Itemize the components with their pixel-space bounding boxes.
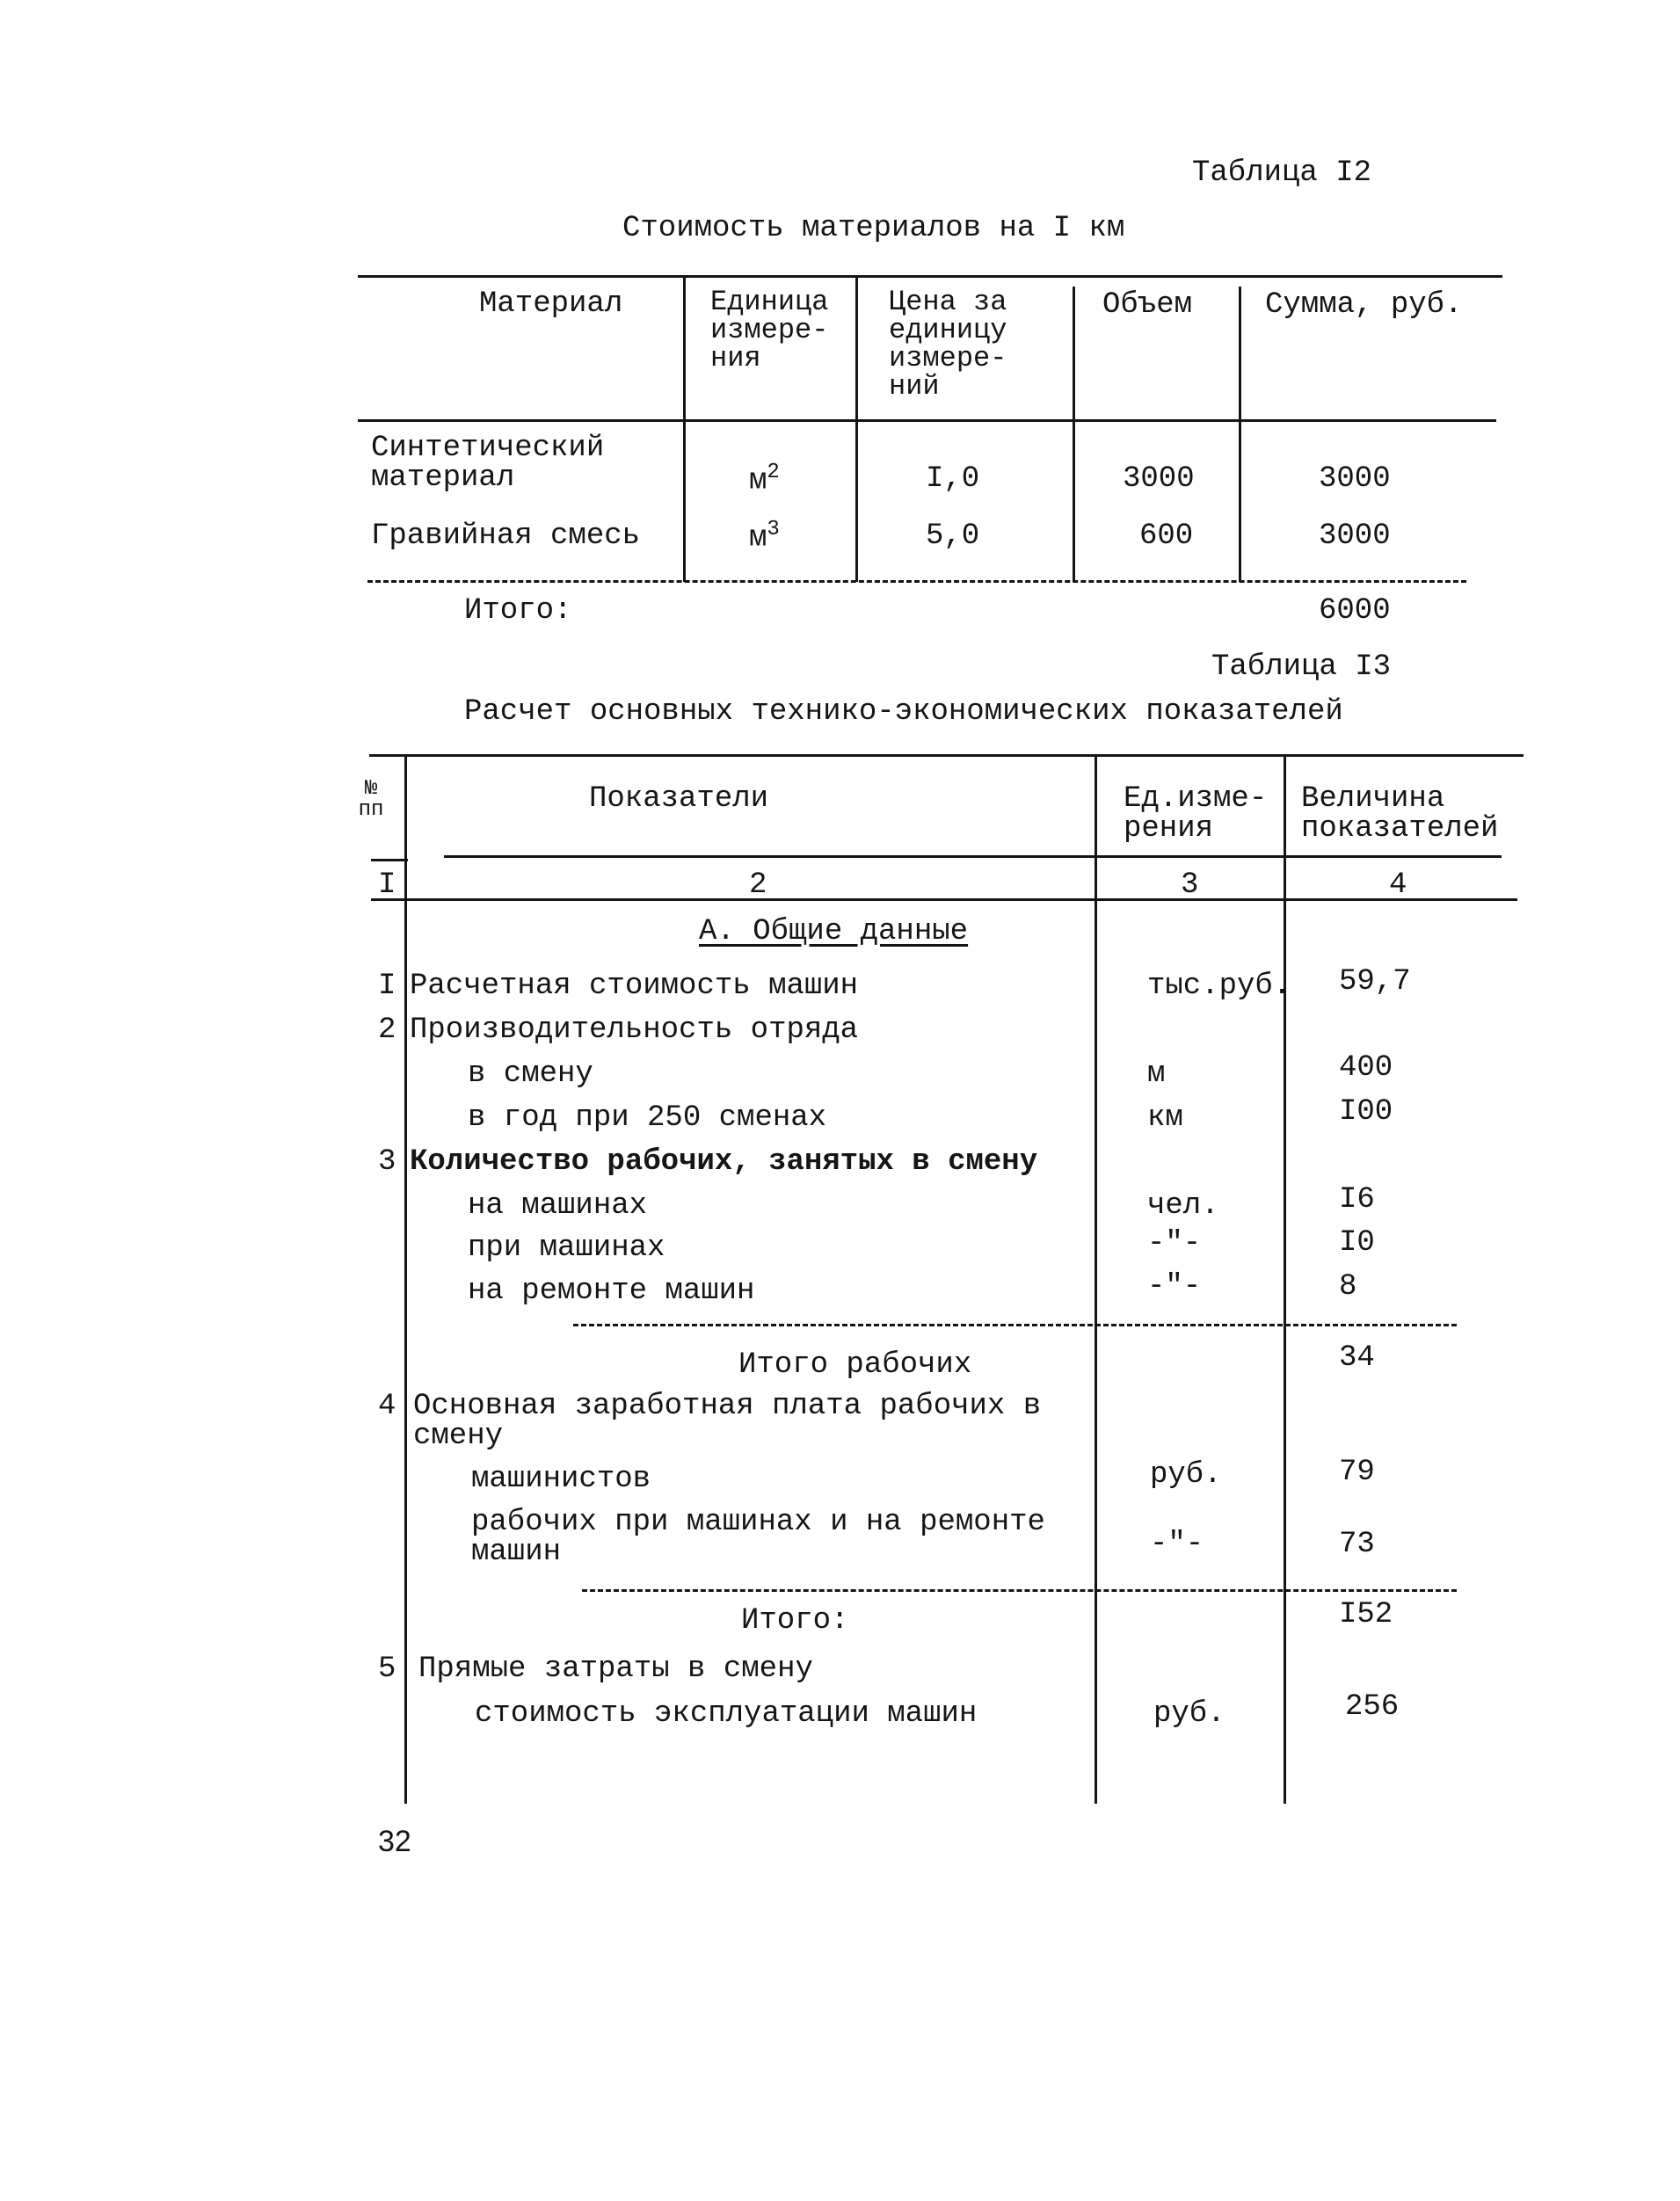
table13-row-text: при машинах	[468, 1231, 665, 1265]
page-number: 32	[378, 1825, 411, 1858]
table13-col-divider	[1095, 756, 1097, 1804]
table13-col-divider	[404, 756, 407, 1804]
table12-title: Стоимость материалов на I км	[622, 212, 1125, 245]
table13-header-rule	[444, 855, 1502, 858]
table13-colnum: 4	[1389, 868, 1407, 902]
table13-row-text: Основная заработная плата рабочих в смену	[413, 1390, 1042, 1453]
table13-section-heading: А. Общие данные	[699, 915, 969, 948]
table12-header-rule	[358, 419, 1496, 422]
table13-row-text: на ремонте машин	[468, 1275, 755, 1308]
table13-row-value: 73	[1339, 1528, 1375, 1561]
table13-row-text: Производительность отряда	[410, 1013, 859, 1047]
table13-row-value: 79	[1339, 1456, 1375, 1489]
table12-header-unit: Единица измере-ния	[710, 286, 829, 374]
table12-row-sum: 3000	[1319, 462, 1391, 496]
table13-row-num: 2	[378, 1013, 396, 1047]
table12-header-material: Материал	[479, 287, 623, 321]
table13-subtotal-value: I52	[1339, 1598, 1393, 1631]
table13-row-unit: руб.	[1153, 1697, 1225, 1731]
table12-row-volume: 600	[1139, 519, 1194, 553]
table13-row-value: 256	[1345, 1690, 1400, 1724]
table13-row-text: в год при 250 сменах	[468, 1101, 827, 1135]
table13-row-unit: м	[1147, 1057, 1166, 1091]
table12-row-price: 5,0	[926, 519, 980, 553]
table13-row-text: Прямые затраты в смену	[418, 1653, 813, 1686]
table13-row-value: I00	[1339, 1095, 1393, 1129]
table13-row-text: рабочих при машинах и на ремонте машин	[471, 1506, 1045, 1569]
table12-dashed-rule	[367, 580, 1466, 583]
table12-col-divider	[855, 277, 858, 582]
table13-row-value: 59,7	[1339, 965, 1411, 999]
table12-total-value: 6000	[1319, 594, 1391, 628]
table12-row-material: Синтетический материал	[371, 432, 605, 495]
table13-dashed-rule	[573, 1324, 1457, 1326]
table13-row-unit: -"-	[1147, 1227, 1202, 1260]
table13-label: Таблица I3	[1211, 650, 1392, 684]
table12-row-price: I,0	[926, 462, 980, 496]
table12-col-divider	[1073, 287, 1075, 582]
table13-row-value: I0	[1339, 1226, 1375, 1260]
table13-colnum: 3	[1181, 868, 1199, 902]
table12-row-material: Гравийная смесь	[371, 519, 641, 553]
table12-row-volume: 3000	[1123, 462, 1195, 496]
table12-header-price: Цена за единицу измере-ний	[889, 286, 1007, 403]
table13-header-unit: Ед.изме-рения	[1124, 782, 1268, 846]
table13-row-unit: -"-	[1147, 1270, 1202, 1304]
table13-colnum: 2	[749, 868, 767, 902]
table12-col-divider	[1239, 287, 1241, 582]
table13-subtotal-label: Итого:	[741, 1604, 849, 1638]
table13-row-unit: чел.	[1147, 1189, 1219, 1223]
table13-row-text: Расчетная стоимость машин	[410, 970, 859, 1003]
table13-subtotal-value: 34	[1339, 1341, 1375, 1375]
table12-row-unit: $м^2$	[749, 461, 780, 498]
table13-row-num: I	[378, 970, 396, 1003]
table12-top-rule	[358, 275, 1502, 278]
table13-title: Расчет основных технико-экономических показателей	[464, 695, 1343, 729]
table13-row-unit: -"-	[1150, 1528, 1204, 1561]
table13-row-text: машинистов	[471, 1463, 651, 1496]
table13-row-num: 5	[378, 1653, 396, 1686]
table12-col-divider	[683, 277, 686, 582]
table13-header-num: № пп	[358, 777, 384, 822]
table13-row-num: 3	[378, 1145, 396, 1179]
table13-row-text: Количество рабочих, занятых в смену	[410, 1145, 1038, 1179]
table13-row-text: стоимость эксплуатации машин	[475, 1697, 978, 1731]
table13-row-unit: км	[1147, 1101, 1183, 1135]
table13-row-unit: тыс.руб.	[1147, 970, 1291, 1003]
table13-row-num: 4	[378, 1390, 396, 1423]
table13-header-value: Величина показателей	[1301, 782, 1499, 846]
table13-col-divider	[1284, 756, 1286, 1804]
table13-row-value: 400	[1339, 1051, 1393, 1085]
table12-header-sum: Сумма, руб.	[1265, 288, 1463, 322]
table12-header-volume: Объем	[1102, 288, 1193, 322]
table13-colnum: I	[378, 868, 396, 902]
table13-row-value: I6	[1339, 1183, 1375, 1217]
table13-top-rule	[369, 754, 1524, 757]
table12-label: Таблица I2	[1192, 156, 1372, 190]
table12-row-unit: $м^3$	[749, 518, 780, 556]
table13-colnum-rule	[371, 898, 1517, 901]
table13-subtotal-label: Итого рабочих	[738, 1348, 972, 1382]
table13-header-rule-left	[371, 859, 408, 861]
table13-row-text: на машинах	[468, 1189, 648, 1223]
table12-row-sum: 3000	[1319, 519, 1391, 553]
table13-row-unit: руб.	[1150, 1458, 1222, 1492]
table13-header-indicator: Показатели	[589, 782, 769, 816]
table13-row-text: в смену	[468, 1057, 593, 1091]
table13-dashed-rule	[582, 1589, 1457, 1592]
table13-row-value: 8	[1339, 1270, 1357, 1304]
table12-total-label: Итого:	[464, 594, 572, 628]
